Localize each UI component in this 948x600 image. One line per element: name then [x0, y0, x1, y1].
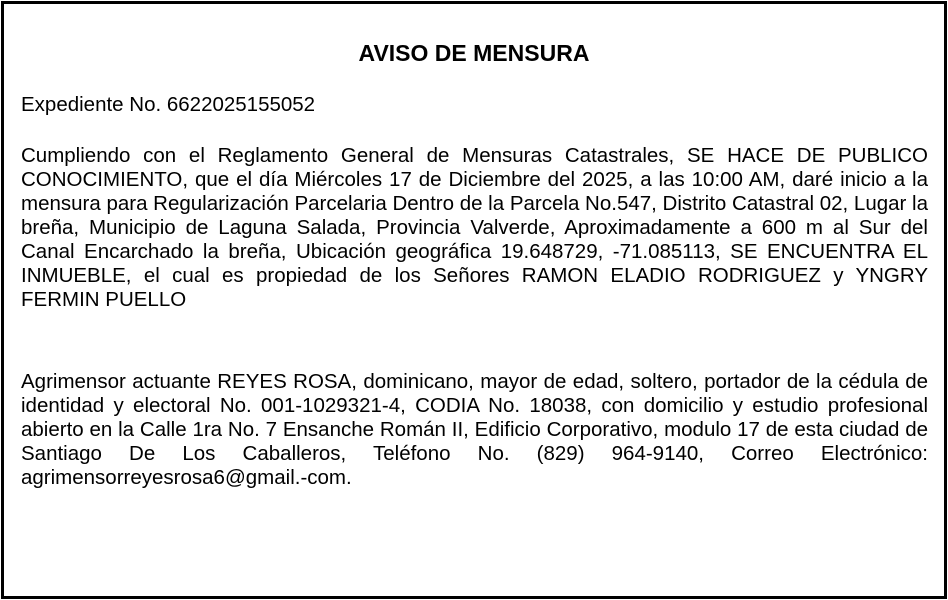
notice-title: AVISO DE MENSURA: [358, 40, 590, 66]
notice-box: [1, 1, 947, 599]
notice-paragraph-survey: Cumpliendo con el Reglamento General de Mensuras Catastrales, SE HACE DE PUBLICO CONOCIMIENTO, que el día Miércoles 17 de Diciembre del 2025, a las 10:00 AM, daré inicio a la mensura para Regularización Parcelaria Dentro de la Parcela No.547, Distrito Catastral 02, Lugar la breña, Municipio de Laguna Salada, Provincia Valverde, Aproximadamente a 600 m al Sur del Canal Encarchado la breña, Ubicación geográfica 19.648729, -71.085113, SE ENCUENTRA EL INMUEBLE, el cual es propiedad de los Señores RAMON ELADIO RODRIGUEZ y YNGRY FERMIN PUELLO: [21, 144, 929, 311]
expediente-number: Expediente No. 6622025155052: [21, 93, 316, 116]
notice-paragraph-surveyor: Agrimensor actuante REYES ROSA, dominicano, mayor de edad, soltero, portador de la cédula de identidad y electoral No. 001-1029321-4, CODIA No. 18038, con domicilio y estudio profesional abierto en la Calle 1ra No. 7 Ensanche Román II, Edificio Corporativo, modulo 17 de esta ciudad de Santiago De Los Caballeros, Teléfono No. (829) 964-9140, Correo Electrónico: agrimensorreyesrosa6@gmail.-com.: [21, 370, 928, 489]
